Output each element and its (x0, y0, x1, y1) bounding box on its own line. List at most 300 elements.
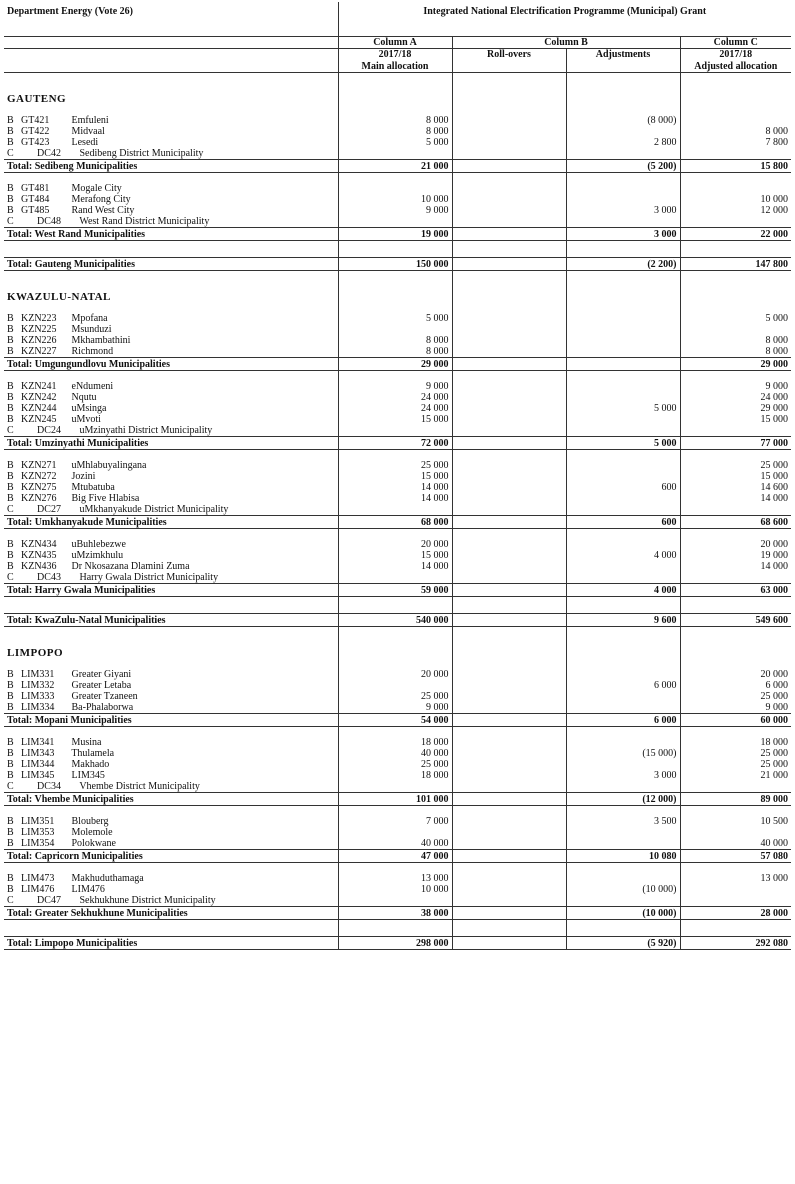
rollovers-value (452, 827, 566, 838)
adjustments-value (566, 669, 680, 680)
adjustments-value (566, 759, 680, 770)
adjusted-allocation-value: 18 000 (760, 737, 789, 748)
municipality-name: Polokwane (69, 838, 116, 849)
adjustments-value: 10 080 (566, 850, 680, 863)
spacer-cell (680, 371, 791, 382)
spacer-cell (338, 105, 452, 115)
adjustments-value: (10 000) (566, 884, 680, 895)
adjusted-allocation-value (680, 115, 791, 126)
adjustments-value (566, 702, 680, 714)
municipality-row (4, 313, 791, 324)
municipality-row (4, 691, 791, 702)
adjustments-value: 3 000 (566, 228, 680, 241)
main-allocation-value: 38 000 (338, 907, 452, 920)
municipality-cell (4, 313, 338, 324)
spacer-cell (566, 73, 680, 90)
municipality-category: B (7, 126, 14, 137)
main-allocation-value: 8 000 (338, 335, 452, 346)
spacer-row (4, 371, 791, 382)
total-row (4, 584, 791, 597)
municipality-row (4, 115, 791, 126)
municipality-row (4, 781, 791, 793)
spacer-cell (566, 89, 680, 105)
adjustments-header: Adjustments (566, 49, 680, 61)
municipality-code: DC42 (37, 148, 61, 159)
rollovers-value (452, 216, 566, 228)
municipality-name: Ba-Phalaborwa (69, 702, 134, 713)
main-allocation-value: 20 000 (338, 539, 452, 550)
spacer-cell (680, 450, 791, 461)
spacer-row (4, 450, 791, 461)
municipality-category: B (7, 392, 14, 403)
municipality-cell (4, 561, 338, 572)
municipality-row (4, 504, 791, 516)
adjustments-value (566, 493, 680, 504)
municipality-name: LIM345 (69, 770, 105, 781)
spacer-row (4, 806, 791, 817)
spacer-cell (452, 659, 566, 669)
municipality-category: B (7, 759, 14, 770)
municipality-row (4, 482, 791, 493)
main-allocation-value (338, 895, 452, 907)
spacer-cell (680, 73, 791, 90)
adjusted-allocation-value (680, 572, 791, 584)
grant-title: Integrated National Electrification Programme (Municipal) Grant (338, 2, 791, 37)
main-allocation-value: 40 000 (338, 748, 452, 759)
main-allocation-value: 25 000 (338, 759, 452, 770)
spacer-cell (452, 597, 566, 614)
spacer-row (4, 863, 791, 874)
rollovers-value (452, 504, 566, 516)
spacer-cell (338, 627, 452, 644)
municipality-row (4, 669, 791, 680)
total-label: Total: Greater Sekhukhune Municipalities (4, 907, 338, 920)
municipality-category: B (7, 335, 14, 346)
spacer-cell (566, 597, 680, 614)
main-allocation-value (338, 827, 452, 838)
spacer-cell (338, 173, 452, 184)
municipality-code: KZN271 (21, 460, 57, 471)
adjusted-allocation-value: 25 000 (760, 691, 789, 702)
municipality-name: Mkhambathini (69, 335, 131, 346)
adjusted-allocation-value (680, 827, 791, 838)
adjusted-allocation-value (680, 425, 791, 437)
province-heading-row (4, 643, 791, 659)
spacer-cell (338, 303, 452, 313)
spacer-cell (338, 89, 452, 105)
municipality-name: Makhado (69, 759, 110, 770)
municipality-category: B (7, 381, 14, 392)
total-label: Total: Umzinyathi Municipalities (4, 437, 338, 450)
rollovers-value (452, 228, 566, 241)
spacer-cell (566, 920, 680, 937)
municipality-cell (4, 669, 338, 680)
rollovers-value (452, 137, 566, 148)
adjusted-allocation-value: 57 080 (680, 850, 791, 863)
municipality-row (4, 403, 791, 414)
municipality-cell (4, 425, 338, 437)
municipality-row (4, 205, 791, 216)
municipality-name: Greater Letaba (69, 680, 132, 691)
municipality-row (4, 148, 791, 160)
rollovers-value (452, 770, 566, 781)
adjusted-allocation-value: 9 000 (765, 381, 789, 392)
municipality-category: B (7, 884, 14, 895)
spacer-cell (566, 105, 680, 115)
spacer-cell (452, 271, 566, 288)
municipality-code: LIM353 (21, 827, 55, 838)
rollovers-value (452, 584, 566, 597)
municipality-code: GT481 (21, 183, 50, 194)
rollovers-value (452, 115, 566, 126)
adjusted-allocation-value: 20 000 (760, 539, 789, 550)
column-a-label: Column A (338, 37, 452, 49)
adjustments-value: (5 200) (566, 160, 680, 173)
municipality-cell (4, 827, 338, 838)
municipality-category: B (7, 702, 14, 713)
blank-header-cell (4, 49, 338, 61)
adjusted-allocation-value: 7 800 (765, 137, 789, 148)
municipality-cell (4, 137, 338, 148)
municipality-category: B (7, 770, 14, 781)
municipality-cell (4, 737, 338, 748)
municipality-cell (4, 504, 338, 516)
adjusted-allocation-value: 22 000 (680, 228, 791, 241)
municipality-name: Midvaal (69, 126, 105, 137)
spacer-cell (680, 863, 791, 874)
adjusted-allocation-value: 10 000 (760, 194, 789, 205)
municipality-cell (4, 873, 338, 884)
spacer-row (4, 659, 791, 669)
municipality-category: B (7, 827, 14, 838)
spacer-cell (452, 627, 566, 644)
adjusted-allocation-value: 21 000 (760, 770, 789, 781)
spacer-cell (680, 303, 791, 313)
adjustments-value (566, 126, 680, 137)
municipality-row (4, 194, 791, 205)
rollovers-value (452, 873, 566, 884)
main-allocation-value: 14 000 (338, 493, 452, 504)
municipality-name: Jozini (69, 471, 96, 482)
municipality-name: Sekhukhune District Municipality (77, 895, 216, 906)
adjusted-allocation-value (680, 504, 791, 516)
adjustments-value: 600 (566, 516, 680, 529)
main-allocation-value (338, 425, 452, 437)
adjusted-allocation-value (680, 884, 791, 895)
municipality-row (4, 770, 791, 781)
main-allocation-value: 298 000 (338, 937, 452, 950)
spacer-cell (566, 371, 680, 382)
spacer-cell (4, 920, 338, 937)
municipality-code: GT485 (21, 205, 50, 216)
spacer-cell (566, 806, 680, 817)
adjustments-value: 5 000 (566, 437, 680, 450)
adjustments-value (566, 561, 680, 572)
adjustments-value: 5 000 (566, 403, 680, 414)
adjustments-value (566, 148, 680, 160)
spacer-cell (452, 73, 566, 90)
rollovers-value (452, 471, 566, 482)
main-allocation-value: 24 000 (338, 392, 452, 403)
province-heading: KWAZULU-NATAL (4, 287, 338, 303)
municipality-name: Greater Giyani (69, 669, 132, 680)
spacer-row (4, 173, 791, 184)
municipality-cell (4, 216, 338, 228)
spacer-cell (680, 627, 791, 644)
municipality-row (4, 816, 791, 827)
adjusted-allocation-value (680, 148, 791, 160)
municipality-row (4, 827, 791, 838)
municipality-code: KZN435 (21, 550, 57, 561)
municipality-code: DC47 (37, 895, 61, 906)
municipality-row (4, 126, 791, 137)
municipality-code: GT484 (21, 194, 50, 205)
municipality-name: Thulamela (69, 748, 115, 759)
adjustments-value (566, 572, 680, 584)
rollovers-value (452, 460, 566, 471)
adjustments-value: 4 000 (566, 584, 680, 597)
main-allocation-value: 5 000 (338, 137, 452, 148)
rollovers-value (452, 414, 566, 425)
municipality-row (4, 539, 791, 550)
municipality-row (4, 216, 791, 228)
adjustments-value: (10 000) (566, 907, 680, 920)
municipality-category: B (7, 324, 14, 335)
main-allocation-value: 15 000 (338, 414, 452, 425)
spacer-cell (4, 241, 338, 258)
municipality-row (4, 137, 791, 148)
main-allocation-value: 40 000 (338, 838, 452, 850)
total-row (4, 258, 791, 271)
total-row (4, 793, 791, 806)
municipality-code: LIM331 (21, 669, 55, 680)
municipality-cell (4, 680, 338, 691)
spacer-cell (338, 727, 452, 738)
municipality-cell (4, 194, 338, 205)
adjustments-value (566, 414, 680, 425)
rollovers-value (452, 346, 566, 358)
municipality-category: C (7, 572, 14, 583)
spacer-cell (680, 529, 791, 540)
total-row (4, 437, 791, 450)
blank-header-cell (4, 37, 338, 49)
column-b-label: Column B (452, 37, 680, 49)
rollovers-value (452, 160, 566, 173)
municipality-category: B (7, 680, 14, 691)
municipality-category: C (7, 504, 14, 515)
spacer-cell (4, 303, 338, 313)
blank-header-cell (452, 60, 566, 73)
adjusted-allocation-value (680, 324, 791, 335)
adjustments-value: 6 000 (566, 714, 680, 727)
adjusted-allocation-value: 8 000 (765, 335, 789, 346)
spacer-cell (338, 287, 452, 303)
spacer-cell (680, 806, 791, 817)
municipality-cell (4, 702, 338, 714)
rollovers-value (452, 324, 566, 335)
municipality-cell (4, 748, 338, 759)
adjustments-value (566, 381, 680, 392)
main-allocation-value: 68 000 (338, 516, 452, 529)
main-allocation-value: 14 000 (338, 482, 452, 493)
municipality-category: B (7, 205, 14, 216)
spacer-cell (452, 241, 566, 258)
adjustments-value (566, 358, 680, 371)
spacer-cell (338, 241, 452, 258)
adjusted-allocation-header: Adjusted allocation (680, 60, 791, 73)
municipality-row (4, 381, 791, 392)
total-label: Total: Umkhanyakude Municipalities (4, 516, 338, 529)
main-allocation-value: 8 000 (338, 115, 452, 126)
adjustments-value (566, 216, 680, 228)
rollovers-value (452, 561, 566, 572)
main-allocation-value: 14 000 (338, 561, 452, 572)
municipality-code: LIM345 (21, 770, 55, 781)
spacer-cell (680, 241, 791, 258)
main-allocation-value: 18 000 (338, 770, 452, 781)
total-row (4, 614, 791, 627)
municipality-cell (4, 550, 338, 561)
rollovers-value (452, 126, 566, 137)
total-label: Total: Capricorn Municipalities (4, 850, 338, 863)
spacer-cell (566, 241, 680, 258)
spacer-row (4, 271, 791, 288)
adjustments-value (566, 737, 680, 748)
spacer-cell (680, 287, 791, 303)
main-allocation-value: 72 000 (338, 437, 452, 450)
main-allocation-value: 21 000 (338, 160, 452, 173)
municipality-cell (4, 759, 338, 770)
municipality-code: GT423 (21, 137, 50, 148)
municipality-category: B (7, 873, 14, 884)
main-allocation-value: 25 000 (338, 460, 452, 471)
adjustments-value (566, 313, 680, 324)
grant-allocation-table (4, 2, 791, 950)
main-allocation-value: 10 000 (338, 884, 452, 895)
adjusted-allocation-value: 77 000 (680, 437, 791, 450)
municipality-row (4, 346, 791, 358)
municipality-category: C (7, 148, 14, 159)
municipality-code: DC24 (37, 425, 61, 436)
municipality-code: LIM354 (21, 838, 55, 849)
adjusted-allocation-value: 8 000 (765, 126, 789, 137)
rollovers-value (452, 313, 566, 324)
main-allocation-value: 540 000 (338, 614, 452, 627)
spacer-row (4, 920, 791, 937)
municipality-name: Mogale City (69, 183, 122, 194)
municipality-name: eNdumeni (69, 381, 114, 392)
total-label: Total: Sedibeng Municipalities (4, 160, 338, 173)
municipality-code: LIM334 (21, 702, 55, 713)
total-label: Total: Mopani Municipalities (4, 714, 338, 727)
adjusted-allocation-value (680, 183, 791, 194)
municipality-cell (4, 884, 338, 895)
adjustments-value (566, 460, 680, 471)
total-label: Total: West Rand Municipalities (4, 228, 338, 241)
municipality-cell (4, 403, 338, 414)
municipality-code: LIM341 (21, 737, 55, 748)
municipality-category: B (7, 460, 14, 471)
adjustments-value (566, 504, 680, 516)
municipality-code: LIM473 (21, 873, 55, 884)
municipality-code: KZN241 (21, 381, 57, 392)
rollovers-value (452, 258, 566, 271)
total-row (4, 937, 791, 950)
spacer-cell (452, 371, 566, 382)
main-allocation-value (338, 324, 452, 335)
municipality-code: KZN225 (21, 324, 57, 335)
municipality-row (4, 873, 791, 884)
rollovers-value (452, 895, 566, 907)
municipality-cell (4, 781, 338, 793)
adjustments-value (566, 335, 680, 346)
municipality-name: Dr Nkosazana Dlamini Zuma (69, 561, 190, 572)
adjusted-allocation-value: 15 800 (680, 160, 791, 173)
adjusted-allocation-value: 19 000 (760, 550, 789, 561)
main-allocation-value: 7 000 (338, 816, 452, 827)
spacer-cell (680, 659, 791, 669)
main-allocation-value: 20 000 (338, 669, 452, 680)
adjusted-allocation-value: 14 000 (760, 493, 789, 504)
adjustments-value (566, 425, 680, 437)
spacer-cell (4, 450, 338, 461)
main-allocation-value: 15 000 (338, 471, 452, 482)
municipality-name: uMzimkhulu (69, 550, 124, 561)
municipality-category: B (7, 691, 14, 702)
spacer-cell (338, 659, 452, 669)
municipality-name: LIM476 (69, 884, 105, 895)
province-heading: LIMPOPO (4, 643, 338, 659)
spacer-cell (338, 73, 452, 90)
spacer-cell (566, 529, 680, 540)
rollovers-header: Roll-overs (452, 49, 566, 61)
municipality-cell (4, 691, 338, 702)
rollovers-value (452, 937, 566, 950)
municipality-category: C (7, 781, 14, 792)
spacer-cell (4, 659, 338, 669)
spacer-cell (680, 89, 791, 105)
municipality-cell (4, 471, 338, 482)
municipality-code: KZN223 (21, 313, 57, 324)
rollovers-value (452, 539, 566, 550)
municipality-row (4, 895, 791, 907)
rollovers-value (452, 205, 566, 216)
municipality-cell (4, 539, 338, 550)
municipality-code: KZN244 (21, 403, 57, 414)
municipality-code: GT421 (21, 115, 50, 126)
municipality-code: KZN272 (21, 471, 57, 482)
municipality-cell (4, 460, 338, 471)
municipality-name: Molemole (69, 827, 113, 838)
rollovers-value (452, 669, 566, 680)
municipality-cell (4, 572, 338, 584)
adjusted-allocation-value: 60 000 (680, 714, 791, 727)
rollovers-value (452, 194, 566, 205)
main-allocation-value: 8 000 (338, 346, 452, 358)
municipality-category: B (7, 183, 14, 194)
municipality-category: B (7, 482, 14, 493)
municipality-row (4, 680, 791, 691)
municipality-cell (4, 770, 338, 781)
spacer-cell (4, 627, 338, 644)
municipality-code: LIM333 (21, 691, 55, 702)
adjusted-allocation-value: 24 000 (760, 392, 789, 403)
municipality-code: LIM343 (21, 748, 55, 759)
rollovers-value (452, 403, 566, 414)
municipality-row (4, 425, 791, 437)
spacer-row (4, 597, 791, 614)
spacer-cell (452, 806, 566, 817)
